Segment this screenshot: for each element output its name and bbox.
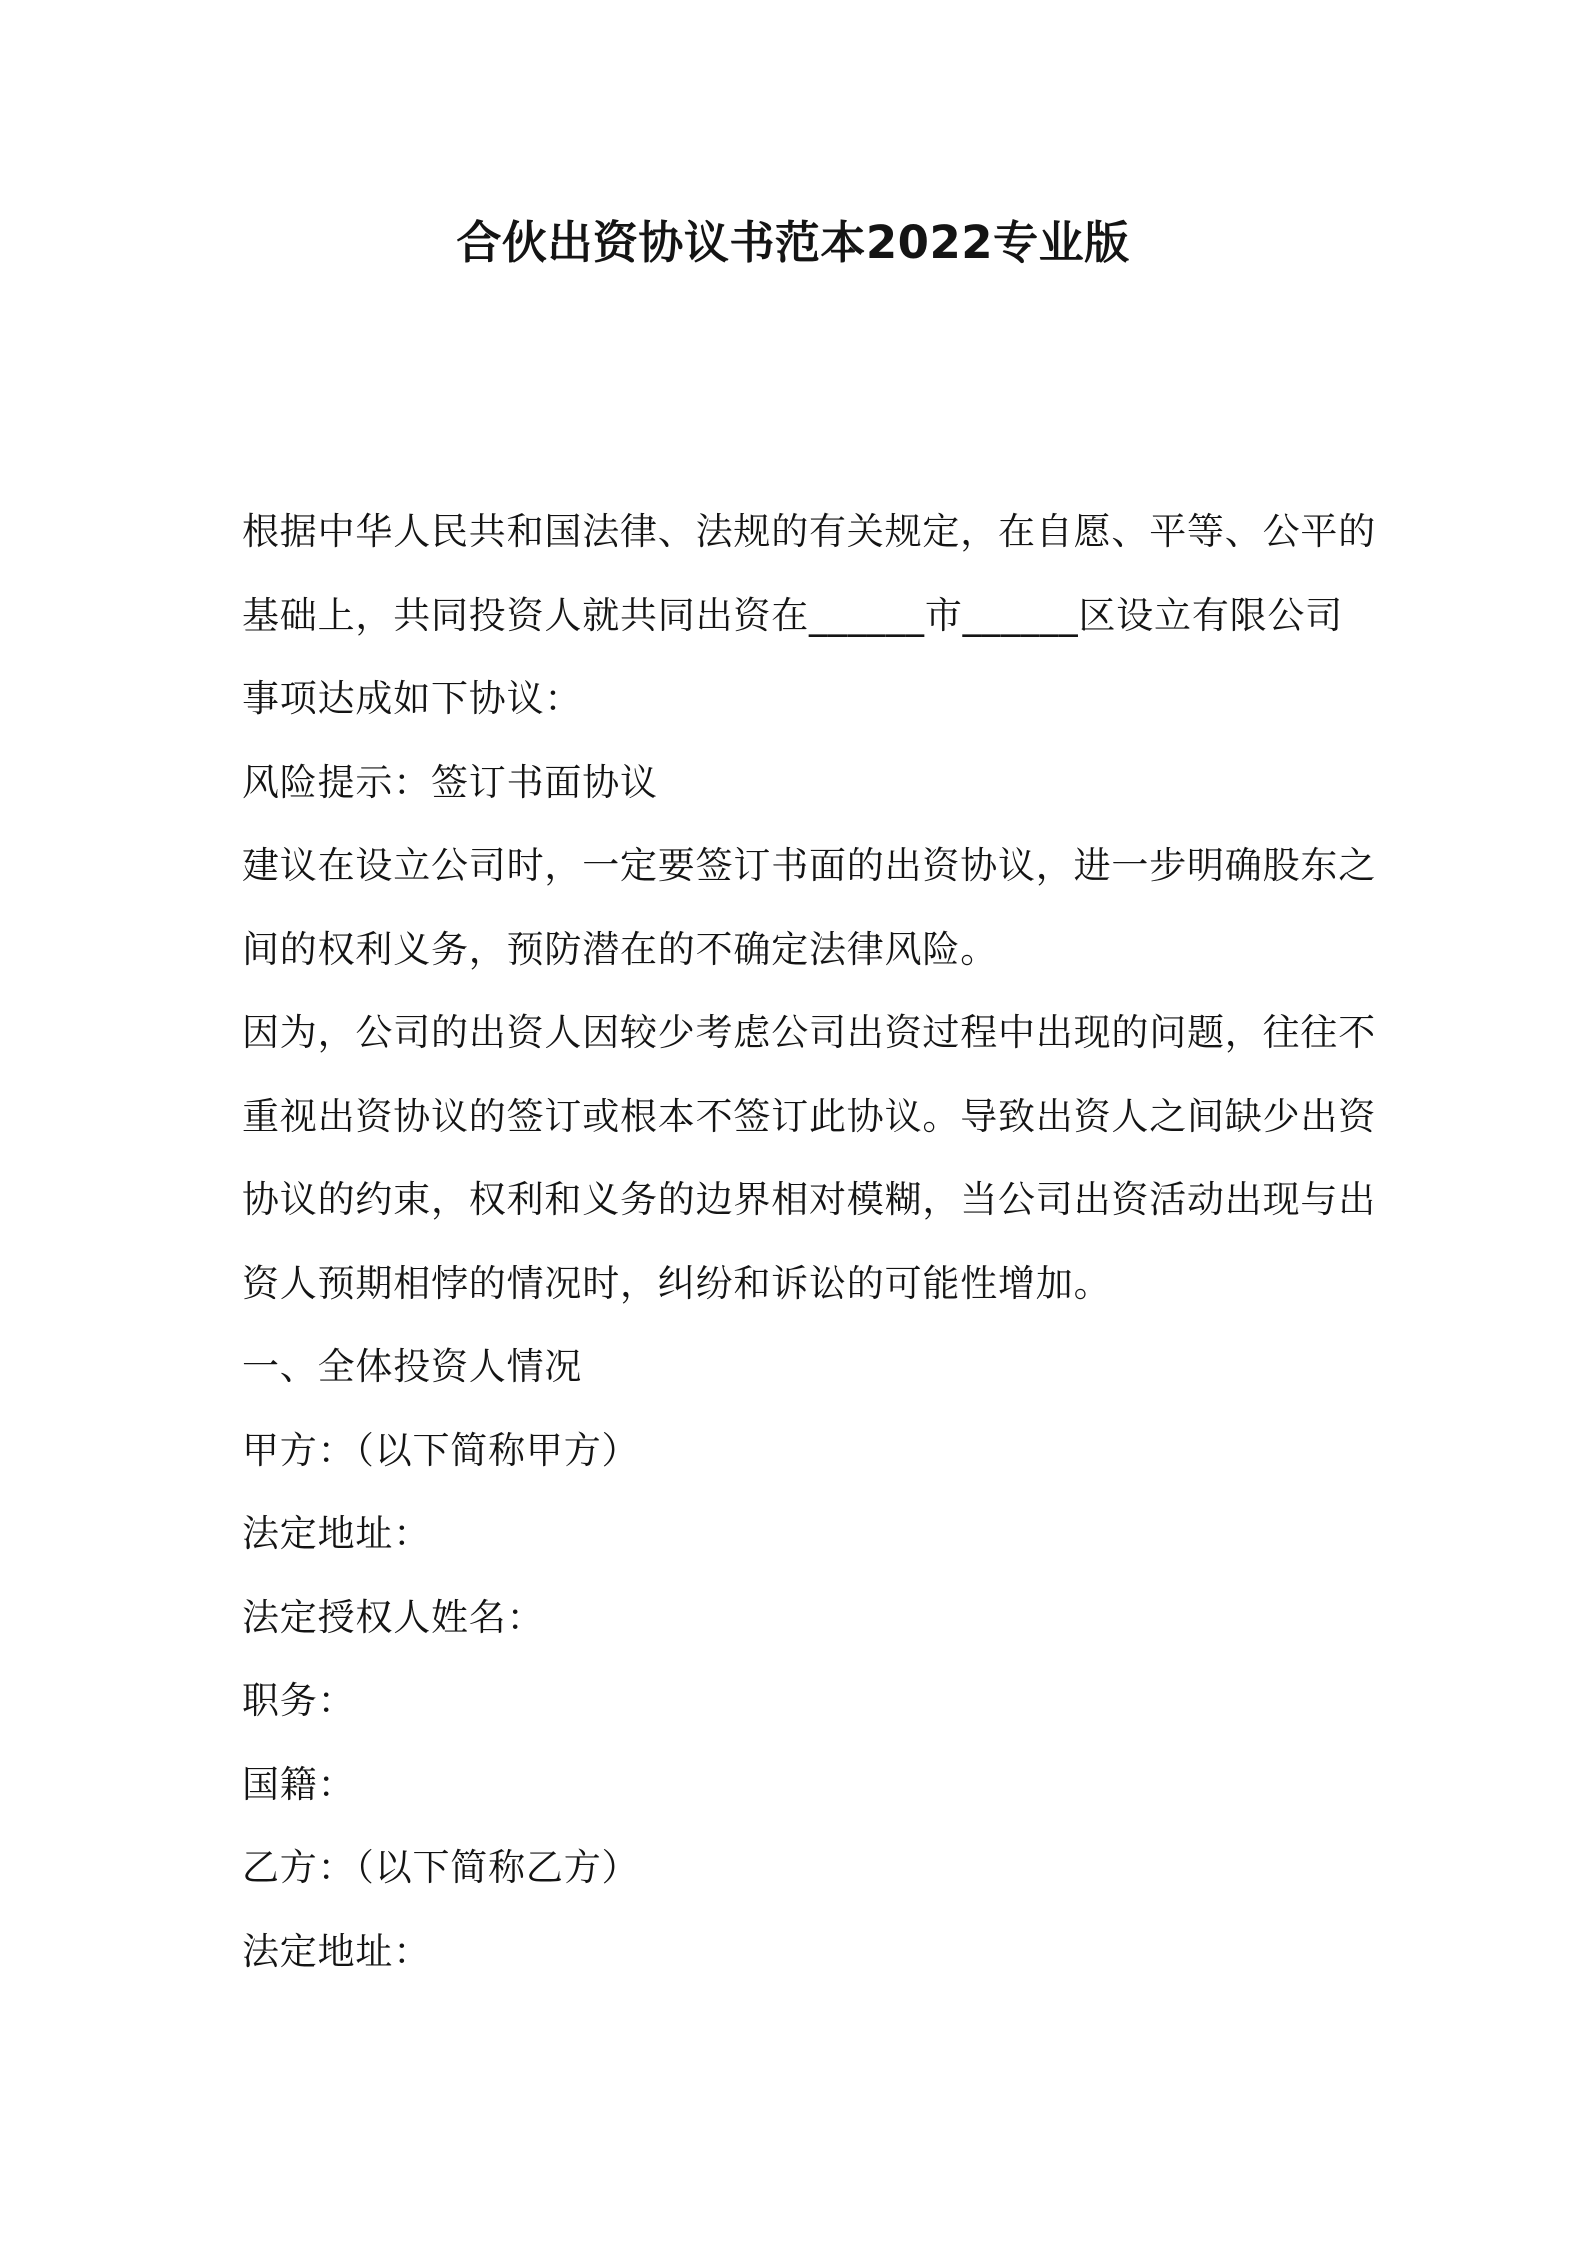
document-title: 合伙出资协议书范本2022专业版 bbox=[456, 216, 1130, 269]
reason-line-3: 协议的约束，权利和义务的边界相对模糊，当公司出资活动出现与出 bbox=[242, 1178, 1376, 1221]
document-body bbox=[242, 490, 1376, 1993]
intro-line-1: 根据中华人民共和国法律、法规的有关规定，在自愿、平等、公平的 bbox=[242, 510, 1376, 553]
intro-line-2-post: 区设立有限公司 bbox=[1078, 593, 1344, 637]
section-1-heading: 一、全体投资人情况 bbox=[242, 1345, 583, 1388]
party-b-label: 乙方：（以下简称乙方） bbox=[242, 1846, 640, 1889]
intro-line-2-pre: 基础上，共同投资人就共同出资在 bbox=[242, 593, 809, 637]
reason-line-2: 重视出资协议的签订或根本不签订此协议。导致出资人之间缺少出资 bbox=[242, 1094, 1376, 1138]
party-a-representative-label: 法定授权人姓名： bbox=[242, 1595, 545, 1639]
district-blank: ______ bbox=[962, 593, 1079, 637]
intro-line-2-mid: 市 bbox=[924, 593, 963, 637]
advice-line-1: 建议在设立公司时，一定要签订书面的出资协议，进一步明确股东之 bbox=[242, 844, 1376, 887]
reason-line-4: 资人预期相悖的情况时，纠纷和诉讼的可能性增加。 bbox=[242, 1261, 1112, 1305]
party-b-address-label: 法定地址： bbox=[242, 1929, 431, 1973]
city-blank: ______ bbox=[809, 593, 925, 637]
reason-line-1: 因为，公司的出资人因较少考虑公司出资过程中出现的问题，往往不 bbox=[242, 1011, 1376, 1054]
advice-line-2: 间的权利义务，预防潜在的不确定法律风险。 bbox=[242, 927, 998, 971]
intro-line-3: 事项达成如下协议： bbox=[242, 677, 583, 720]
risk-heading: 风险提示：签订书面协议 bbox=[242, 760, 658, 804]
party-a-address-label: 法定地址： bbox=[242, 1512, 431, 1555]
party-a-label: 甲方：（以下简称甲方） bbox=[242, 1428, 640, 1472]
intro-line-2 bbox=[242, 574, 1360, 658]
party-a-nationality-label: 国籍： bbox=[242, 1762, 356, 1806]
party-a-position-label: 职务： bbox=[242, 1679, 356, 1722]
